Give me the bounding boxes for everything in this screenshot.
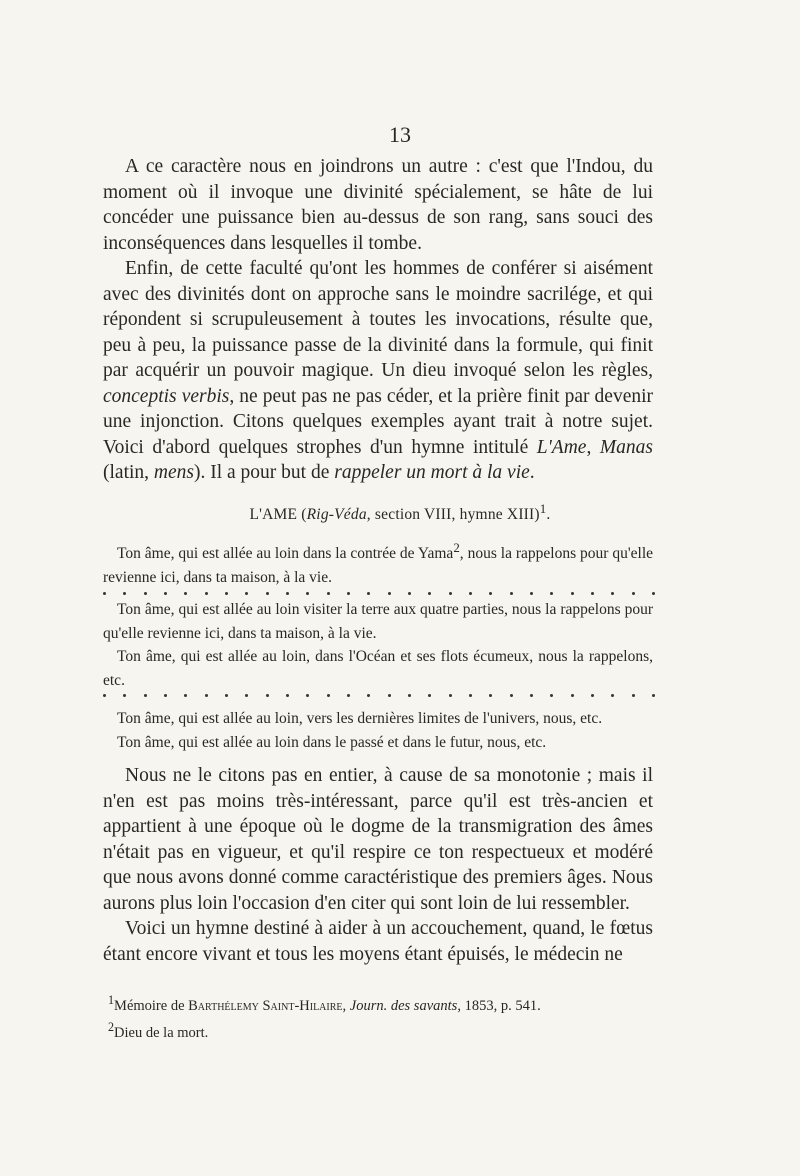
ellipsis-dot: [123, 694, 126, 697]
p2-seg-e: ,: [586, 436, 600, 458]
ellipsis-dot: [388, 592, 391, 595]
ellipsis-dot: [347, 592, 350, 595]
ellipsis-dot: [591, 694, 594, 697]
ellipsis-dot: [245, 592, 248, 595]
paragraph-2: [103, 256, 653, 486]
ellipsis-row-1: [103, 588, 655, 598]
ellipsis-dot: [652, 694, 655, 697]
ellipsis-dot: [144, 592, 147, 595]
ellipsis-dot: [530, 694, 533, 697]
page-number: 13: [389, 122, 411, 147]
ellipsis-dot: [591, 592, 594, 595]
ellipsis-dot: [286, 694, 289, 697]
p2-seg-c: , ne peut pas ne pas céder, et la prière finit par devenir une injonction. Citons quelques exemples ayant trait à notre sujet. Voici d'abord quelques strophes d'un hymne intitulé: [103, 385, 654, 458]
ellipsis-dot: [489, 592, 492, 595]
paragraph-4: Voici un hymne destiné à aider à un accouchement, quand, le fœtus étant encore vivant et tous les moyens étant épuisés, le médecin ne: [103, 918, 653, 965]
ellipsis-dot: [632, 694, 635, 697]
p2-seg-g: (latin,: [103, 462, 154, 483]
ellipsis-dot: [611, 694, 614, 697]
footnote-ref-2: 2: [453, 540, 460, 555]
body-text-bottom: [103, 763, 653, 967]
hymn-stanza-group-2: [103, 598, 653, 692]
ellipsis-dot: [306, 592, 309, 595]
p2-title-ame: L'Ame: [536, 436, 587, 458]
hymn-stanza-5: Ton âme, qui est allée au loin dans le passé et dans le futur, nous, etc.: [117, 733, 547, 751]
ellipsis-dot: [449, 592, 452, 595]
ellipsis-dot: [184, 592, 187, 595]
ellipsis-dot: [327, 694, 330, 697]
ellipsis-dot: [347, 694, 350, 697]
ellipsis-dot: [225, 694, 228, 697]
footnote-2: $^2$Dieu de la mort.: [108, 1019, 209, 1041]
ellipsis-dot: [367, 592, 370, 595]
hymn-heading: L'AME (Rig-Véda, section VIII, hymne XIII)$^1$.: [249, 501, 551, 524]
p2-seg-k: .: [529, 462, 535, 483]
p2-purpose: rappeler un mort à la vie: [334, 462, 530, 483]
footnote-1: $^1$Mémoire de Barthélemy Saint-Hilaire, Journ. des savants, 1853, p. 541.: [108, 993, 541, 1014]
ellipsis-dot: [550, 592, 553, 595]
ellipsis-dot: [327, 592, 330, 595]
ellipsis-dot: [652, 592, 655, 595]
ellipsis-dot: [428, 694, 431, 697]
ellipsis-dot: [510, 694, 513, 697]
p2-seg-i: ). Il a pour but de: [193, 462, 335, 483]
ellipsis-dot: [184, 694, 187, 697]
hymn-stanza-4: Ton âme, qui est allée au loin, vers les dernières limites de l'univers, nous, etc.: [117, 710, 603, 727]
ellipsis-dot: [469, 592, 472, 595]
p2-title-manas: Manas: [599, 436, 653, 458]
footnote-author: Barthélemy Saint-Hilaire: [188, 997, 343, 1014]
ellipsis-dot: [632, 592, 635, 595]
hymn-stanza-3: Ton âme, qui est allée au loin, dans l'Océan et ses flots écumeux, nous la rappelons, etc.: [103, 648, 653, 689]
ellipsis-dot: [164, 694, 167, 697]
ellipsis-dot: [306, 694, 309, 697]
ellipsis-dot: [489, 694, 492, 697]
p2-latin-phrase: conceptis verbis: [103, 385, 230, 407]
hymn-stanza-group-1: [103, 536, 653, 589]
footnote-journal: Journ. des savants: [349, 997, 458, 1014]
footnotes: [108, 990, 668, 1044]
ellipsis-dot: [550, 694, 553, 697]
ellipsis-dot: [469, 694, 472, 697]
ellipsis-dot: [205, 694, 208, 697]
hymn-stanza-2: Ton âme, qui est allée au loin visiter la terre aux quatre parties, nous la rappelons pour qu'elle revienne ici, dans ta maison, à la vie.: [103, 601, 653, 642]
paragraph-3: Nous ne le citons pas en entier, à cause de sa monotonie ; mais il n'en est pas moins très-intéressant, parce qu'il est très-ancien et appartient à une époque où le dogme de la transmigration des âmes n'était pas en vigueur, et qu'il respire ce ton respectueux et modéré que nous avons donné comme caractéristique des premiers âges. Nous aurons plus loin l'occasion d'en citer qui sont loin de lui ressembler.: [103, 765, 653, 914]
ellipsis-dot: [428, 592, 431, 595]
ellipsis-dot: [408, 694, 411, 697]
ellipsis-dot: [571, 592, 574, 595]
ellipsis-dot: [408, 592, 411, 595]
ellipsis-dot: [164, 592, 167, 595]
p2-latin-mens: mens: [153, 462, 194, 483]
ellipsis-dot: [571, 694, 574, 697]
ellipsis-dot: [449, 694, 452, 697]
ellipsis-dot: [205, 592, 208, 595]
ellipsis-dot: [530, 592, 533, 595]
ellipsis-dot: [286, 592, 289, 595]
ellipsis-dot: [510, 592, 513, 595]
paragraph-1: A ce caractère nous en joindrons un autre : c'est que l'Indou, du moment où il invoque une divinité spécialement, se hâte de lui concéder une puissance bien au-dessus de son rang, sans souci des inconséquences dans lesquelles il tombe.: [103, 156, 653, 254]
body-text-top: [103, 154, 653, 486]
ellipsis-dot: [266, 694, 269, 697]
ellipsis-dot: [103, 694, 106, 697]
ellipsis-dot: [611, 592, 614, 595]
ellipsis-dot: [266, 592, 269, 595]
ellipsis-dot: [103, 592, 106, 595]
ellipsis-dot: [367, 694, 370, 697]
ellipsis-dot: [144, 694, 147, 697]
hymn-stanza-1: Ton âme, qui est allée au loin dans la contrée de Yama$^2$, nous la rappelons pour qu'elle revienne ici, dans ta maison, à la vie.: [103, 540, 654, 586]
ellipsis-dot: [245, 694, 248, 697]
ellipsis-dot: [388, 694, 391, 697]
hymn-source: Rig-Véda: [306, 506, 367, 524]
ellipsis-row-2: [103, 690, 655, 700]
hymn-stanza-group-3: [103, 707, 653, 754]
ellipsis-dot: [225, 592, 228, 595]
footnote-ref-1: 1: [539, 501, 547, 516]
p2-seg-a: Enfin, de cette faculté qu'ont les hommes de conférer si aisément avec des divinités dont on approche sans le moindre sacrilége, et qui répondent si scrupuleusement à toutes les invocations, résulte que, peu à peu, la puissance passe de la divinité dans la formule, qui finit par acquérir un pouvoir magique. Un dieu invoqué selon les règles,: [103, 258, 653, 381]
ellipsis-dot: [123, 592, 126, 595]
